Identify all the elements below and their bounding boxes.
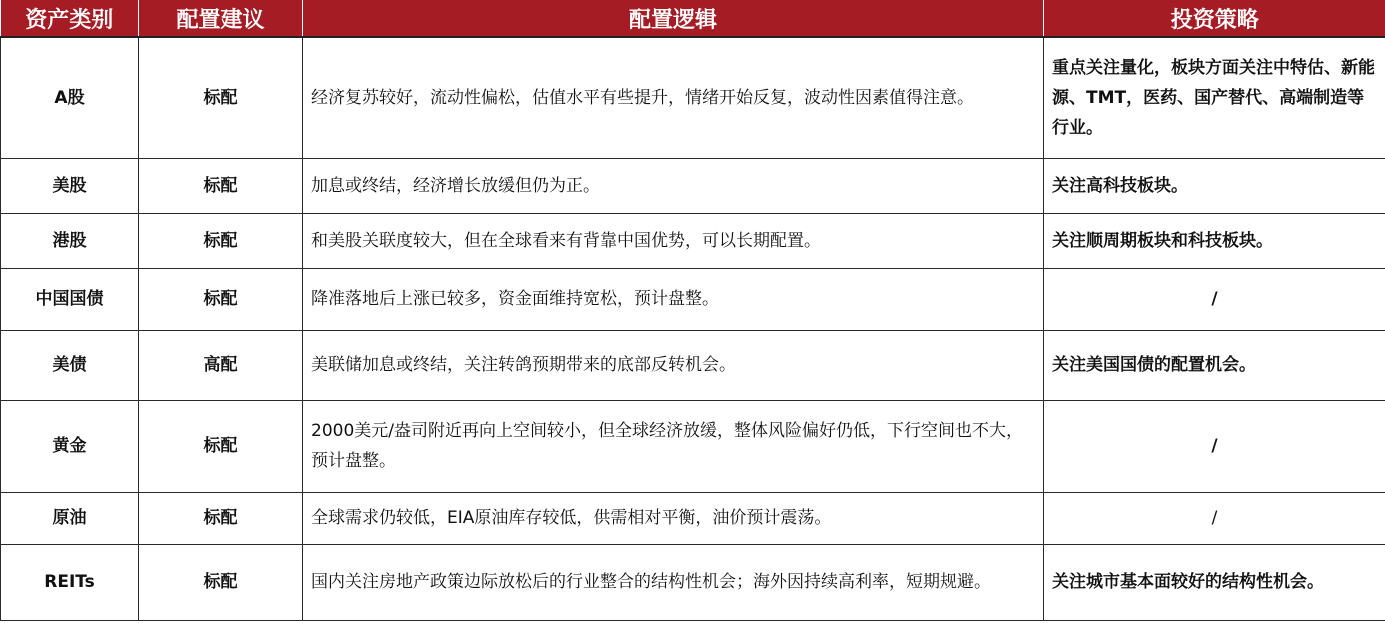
table-row [1,400,1385,492]
asset-category-cell: 港股 [1,213,139,268]
strategy-cell: 关注顺周期板块和科技板块。 [1044,213,1385,268]
strategy-cell: / [1044,492,1385,544]
recommendation-cell: 标配 [139,492,303,544]
table-row [1,213,1385,268]
header-logic: 配置逻辑 [303,0,1044,37]
header-category: 资产类别 [1,0,139,37]
logic-cell: 加息或终结，经济增长放缓但仍为正。 [303,158,1044,213]
strategy-cell: 重点关注量化，板块方面关注中特估、新能源、TMT，医药、国产替代、高端制造等行业。 [1044,37,1385,158]
strategy-cell: / [1044,400,1385,492]
logic-cell: 经济复苏较好，流动性偏松，估值水平有些提升，情绪开始反复，波动性因素值得注意。 [303,37,1044,158]
asset-category-cell: 黄金 [1,400,139,492]
logic-cell: 和美股关联度较大，但在全球看来有背靠中国优势，可以长期配置。 [303,213,1044,268]
table-row [1,37,1385,158]
table-row [1,330,1385,400]
logic-cell: 全球需求仍较低，EIA原油库存较低，供需相对平衡，油价预计震荡。 [303,492,1044,544]
table-header-row [1,0,1385,37]
table-row [1,268,1385,330]
strategy-cell: 关注高科技板块。 [1044,158,1385,213]
asset-category-cell: A股 [1,37,139,158]
asset-category-cell: 原油 [1,492,139,544]
asset-category-cell: 美股 [1,158,139,213]
logic-cell: 2000美元/盎司附近再向上空间较小，但全球经济放缓，整体风险偏好仍低，下行空间也不大，预计盘整。 [303,400,1044,492]
asset-category-cell: REITs [1,544,139,620]
strategy-cell: 关注城市基本面较好的结构性机会。 [1044,544,1385,620]
asset-category-cell: 中国国债 [1,268,139,330]
logic-cell: 国内关注房地产政策边际放松后的行业整合的结构性机会；海外因持续高利率，短期规避。 [303,544,1044,620]
recommendation-cell: 标配 [139,37,303,158]
strategy-cell: 关注美国国债的配置机会。 [1044,330,1385,400]
table-row [1,158,1385,213]
strategy-cell: / [1044,268,1385,330]
recommendation-cell: 标配 [139,400,303,492]
recommendation-cell: 标配 [139,268,303,330]
asset-category-cell: 美债 [1,330,139,400]
recommendation-cell: 标配 [139,544,303,620]
recommendation-cell: 高配 [139,330,303,400]
table-row [1,492,1385,544]
recommendation-cell: 标配 [139,213,303,268]
logic-cell: 降准落地后上涨已较多，资金面维持宽松，预计盘整。 [303,268,1044,330]
header-strategy: 投资策略 [1044,0,1385,37]
table-row [1,544,1385,620]
logic-cell: 美联储加息或终结，关注转鸽预期带来的底部反转机会。 [303,330,1044,400]
recommendation-cell: 标配 [139,158,303,213]
header-recommendation: 配置建议 [139,0,303,37]
